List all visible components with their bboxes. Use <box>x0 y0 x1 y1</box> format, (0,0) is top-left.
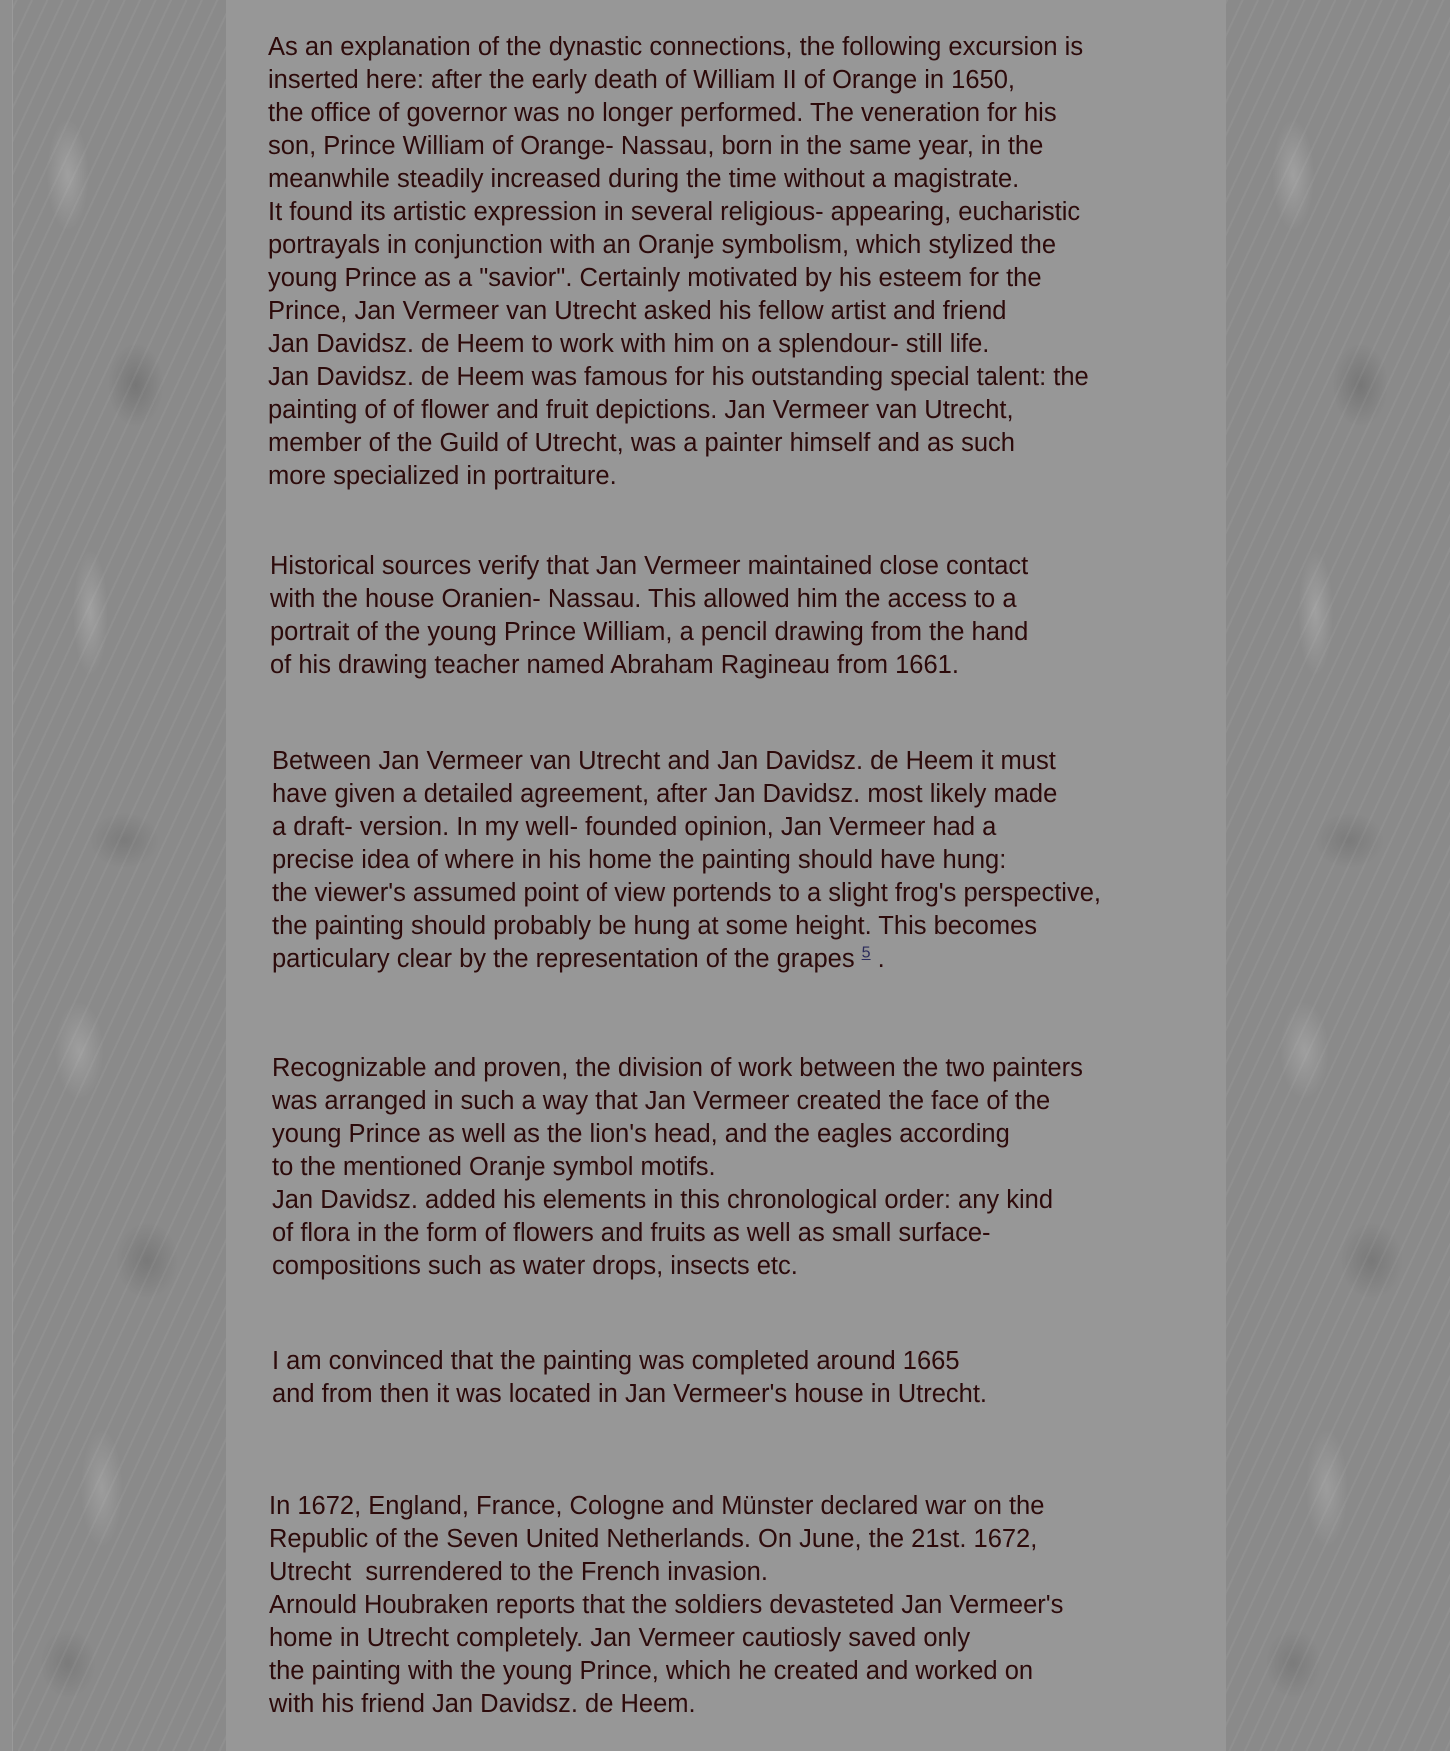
text-line: of his drawing teacher named Abraham Ragineau from 1661. <box>270 651 959 679</box>
text-line: a draft- version. In my well- founded opinion, Jan Vermeer had a <box>272 813 997 841</box>
text-line: Republic of the Seven United Netherlands. On June, the 21st. 1672, <box>269 1525 1038 1553</box>
paragraph-completion <box>272 1345 987 1411</box>
text-line: Jan Davidsz. added his elements in this chronological order: any kind <box>272 1186 1054 1214</box>
text-line: to the mentioned Oranje symbol motifs. <box>272 1153 716 1181</box>
text-line: precise idea of where in his home the painting should have hung: <box>272 846 1007 874</box>
text-line: Historical sources verify that Jan Vermeer maintained close contact <box>270 552 1029 580</box>
text-line: the painting should probably be hung at some height. This becomes <box>272 912 1038 940</box>
text-line: In 1672, England, France, Cologne and Münster declared war on the <box>269 1492 1045 1520</box>
footnote-link[interactable]: 5 <box>861 944 871 962</box>
text-line: painting of of flower and fruit depictions. Jan Vermeer van Utrecht, <box>268 396 1014 424</box>
text-line: Utrecht surrendered to the French invasion. <box>269 1558 768 1586</box>
text-line: portrait of the young Prince William, a pencil drawing from the hand <box>270 618 1029 646</box>
text-line: inserted here: after the early death of William II of Orange in 1650, <box>268 66 1015 94</box>
text-line: the office of governor was no longer performed. The veneration for his <box>268 99 1057 127</box>
text-line: Between Jan Vermeer van Utrecht and Jan Davidsz. de Heem it must <box>272 747 1056 775</box>
text-line: As an explanation of the dynastic connections, the following excursion is <box>268 33 1084 61</box>
text-line: with his friend Jan Davidsz. de Heem. <box>269 1690 696 1718</box>
text-line: compositions such as water drops, insects etc. <box>272 1252 798 1280</box>
text-line: meanwhile steadily increased during the time without a magistrate. <box>268 165 1020 193</box>
text-line: Jan Davidsz. de Heem to work with him on a splendour- still life. <box>268 330 990 358</box>
text-line: Arnould Houbraken reports that the soldiers devasteted Jan Vermeer's <box>269 1591 1064 1619</box>
text-line: have given a detailed agreement, after Jan Davidsz. most likely made <box>272 780 1058 808</box>
paragraph-agreement <box>272 745 1101 976</box>
left-edge-strip <box>0 0 13 1751</box>
text-line: the painting with the young Prince, which he created and worked on <box>269 1657 1034 1685</box>
text-line: was arranged in such a way that Jan Vermeer created the face of the <box>272 1087 1051 1115</box>
text-column <box>226 0 1226 1751</box>
text-line: of flora in the form of flowers and fruits as well as small surface- <box>272 1219 991 1247</box>
text-line: Jan Davidsz. de Heem was famous for his outstanding special talent: the <box>268 363 1089 391</box>
text-line: son, Prince William of Orange- Nassau, born in the same year, in the <box>268 132 1044 160</box>
text-line: young Prince as well as the lion's head, and the eagles according <box>272 1120 1010 1148</box>
text-line: and from then it was located in Jan Vermeer's house in Utrecht. <box>272 1380 987 1408</box>
paragraph-historical-sources <box>270 550 1028 682</box>
paragraph-division-of-work <box>272 1052 1083 1283</box>
text-line-end: . <box>870 945 885 973</box>
embossed-floral-border-left <box>0 0 226 1751</box>
text-line: I am convinced that the painting was completed around 1665 <box>272 1347 960 1375</box>
text-line: young Prince as a "savior". Certainly motivated by his esteem for the <box>268 264 1042 292</box>
paragraph-war-1672 <box>269 1490 1063 1721</box>
text-line: the viewer's assumed point of view portends to a slight frog's perspective, <box>272 879 1101 907</box>
text-line: portrayals in conjunction with an Oranje symbolism, which stylized the <box>268 231 1057 259</box>
embossed-floral-border-right <box>1226 0 1450 1751</box>
text-line: member of the Guild of Utrecht, was a painter himself and as such <box>268 429 1015 457</box>
text-line: It found its artistic expression in several religious- appearing, eucharistic <box>268 198 1081 226</box>
text-line: particulary clear by the representation of the grapes <box>272 945 862 973</box>
text-line: more specialized in portraiture. <box>268 462 617 490</box>
text-line: Prince, Jan Vermeer van Utrecht asked his fellow artist and friend <box>268 297 1007 325</box>
text-line: Recognizable and proven, the division of work between the two painters <box>272 1054 1083 1082</box>
paragraph-dynastic-connections <box>268 31 1089 493</box>
text-line: home in Utrecht completely. Jan Vermeer cautiosly saved only <box>269 1624 971 1652</box>
text-line: with the house Oranien- Nassau. This allowed him the access to a <box>270 585 1017 613</box>
